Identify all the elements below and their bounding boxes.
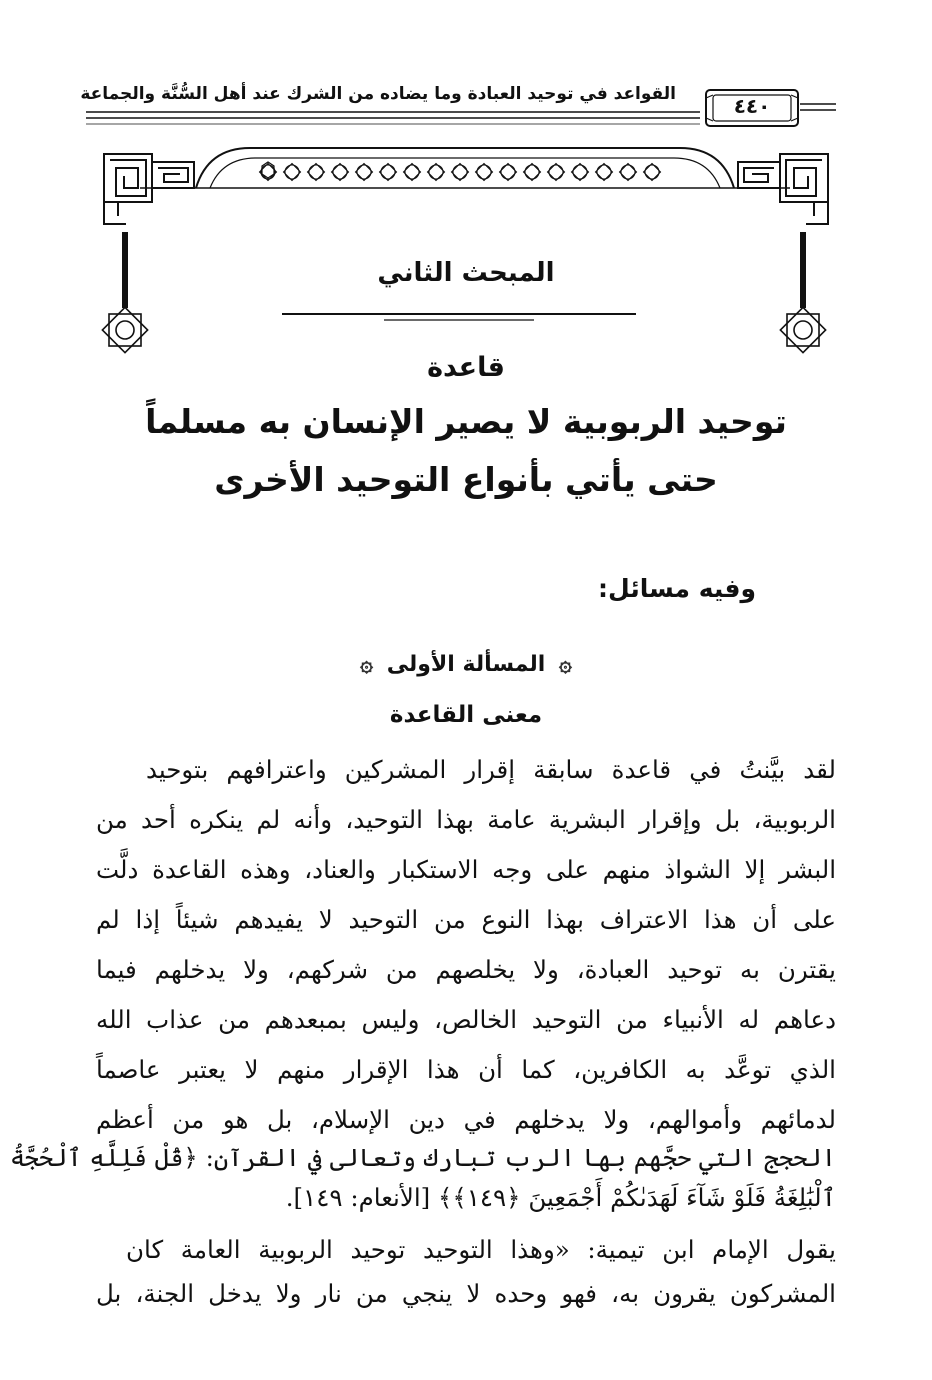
body-line: ٱلْبَٰلِغَةُ فَلَوْ شَآءَ لَهَدَىٰكُمْ أَجْمَعِينَ ﴿١٤٩﴾﴾ [الأنعام: ١٤٩].: [285, 1183, 836, 1212]
section-title: المبحث الثاني: [377, 258, 555, 288]
rule-title-line-2: حتى يأتي بأنواع التوحيد الأخرى: [214, 460, 718, 499]
rule-label: قاعدة: [427, 352, 505, 383]
body-line: يقترن به توحيد العبادة، ولا يخلصهم من شركهم، ولا يدخلهم فيما: [96, 955, 836, 984]
body-line: لقد بيَّنتُ في قاعدة سابقة إقرار المشركين واعترافهم بتوحيد: [146, 755, 836, 784]
body-line: دعاهم له الأنبياء من التوحيد الخالص، وليس بمبعدهم من عذاب الله: [96, 1005, 836, 1034]
ornament-star-icon: ۞: [558, 652, 572, 677]
body-line: الذي توعَّد به الكافرين، كما أن هذا الإقرار منهم لا يعتبر عاصماً: [96, 1055, 836, 1084]
meaning-heading: معنى القاعدة: [389, 702, 543, 728]
body-line: على أن هذا الاعتراف بهذا النوع من التوحيد لا يفيدهم شيئاً إذا لم: [96, 905, 836, 934]
body-line: الحجج التي حجَّهم بها الرب تبارك وتعالى في القرآن: ﴿قُلْ فَلِلَّهِ ٱلْحُجَّةُ: [9, 1143, 836, 1172]
body-line: الربوبية، بل وإقرار البشرية عامة بهذا التوحيد، وأنه لم ينكره أحد من: [96, 805, 836, 834]
body-line: المشركون يقرون به، فهو وحده لا ينجي من نار ولا يدخل الجنة، بل: [96, 1279, 836, 1308]
page-number: ٤٤٠: [733, 94, 771, 118]
issues-intro: وفيه مسائل:: [598, 574, 756, 603]
ornament-star-icon: ۞: [360, 652, 374, 677]
running-title: القواعد في توحيد العبادة وما يضاده من الشرك عند أهل السُّنَّة والجماعة: [80, 84, 676, 104]
rule-title-line-1: توحيد الربوبية لا يصير الإنسان به مسلماً: [145, 402, 787, 441]
body-line: يقول الإمام ابن تيمية: «وهذا التوحيد توحيد الربوبية العامة كان: [126, 1235, 836, 1264]
header-rules: [0, 0, 932, 160]
body-line: لدمائهم وأموالهم، ولا يدخلهم في دين الإسلام، بل هو من أعظم: [96, 1105, 836, 1134]
body-line: البشر إلا الشواذ منهم على وجه الاستكبار والعناد، وهذه القاعدة دلَّت: [96, 855, 836, 884]
ornamental-frame: [0, 140, 932, 360]
first-issue-heading: [86, 652, 846, 677]
first-issue-label: المسألة الأولى: [386, 652, 546, 677]
